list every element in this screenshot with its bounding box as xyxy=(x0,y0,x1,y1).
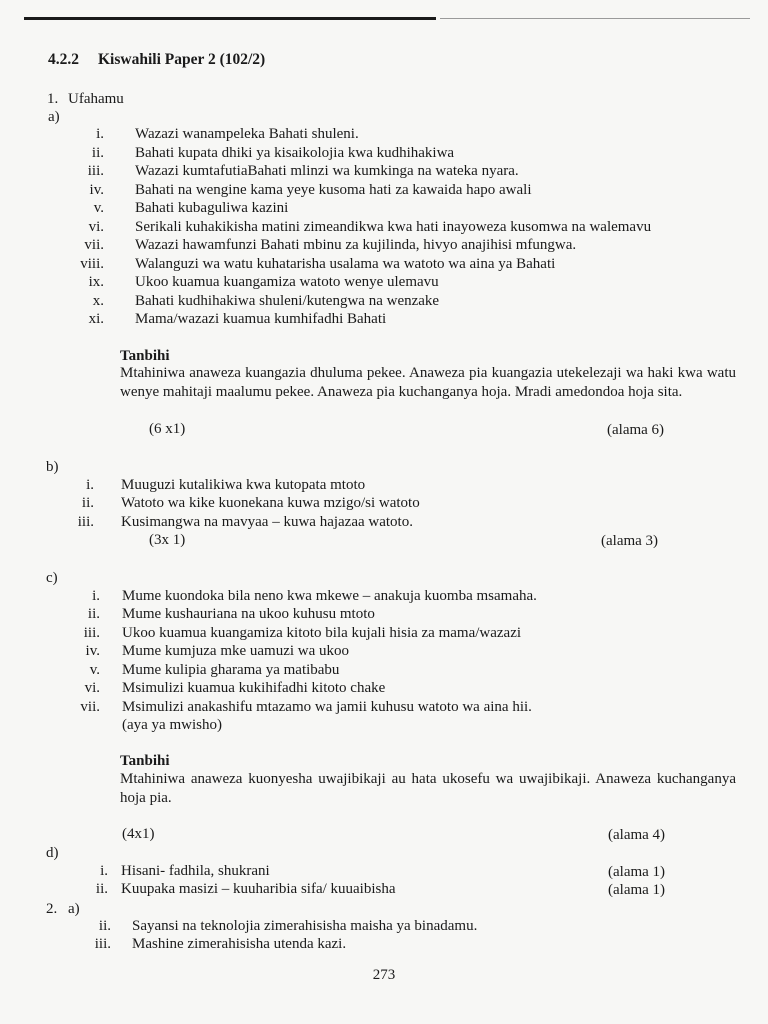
marks-total: (alama 3) xyxy=(601,533,659,549)
part-label-c: c) xyxy=(46,570,58,586)
list-item-number: ii. xyxy=(91,145,104,161)
list-item-number: vi. xyxy=(84,680,100,696)
list-item-number: iii. xyxy=(94,936,111,952)
part-label-a: a) xyxy=(48,109,60,125)
list-item: Watoto wa kike kuonekana kuwa mzigo/si watoto xyxy=(121,495,420,511)
list-item: Mume kumjuza mke uamuzi wa ukoo xyxy=(122,643,350,659)
list-item: Mume kuondoka bila neno kwa mkewe – anakuja kuomba msamaha. xyxy=(122,588,537,604)
list-item-number: i. xyxy=(86,477,94,493)
part-label-d: d) xyxy=(46,845,59,861)
section-number: 4.2.2 xyxy=(48,51,79,68)
list-item: Wazazi hawamfunzi Bahati mbinu za kujilinda, hivyo anajihisi mfungwa. xyxy=(135,237,577,253)
list-item-number: ii. xyxy=(95,881,108,897)
marks-total: (alama 4) xyxy=(608,827,666,843)
list-item-number: iv. xyxy=(85,643,100,659)
list-item: Kuupaka masizi – kuuharibia sifa/ kuuaibisha xyxy=(121,881,396,897)
marks-total: (alama 6) xyxy=(607,422,665,438)
list-item-number: iv. xyxy=(89,182,104,198)
list-item-number: iii. xyxy=(83,625,100,641)
list-item: Bahati kudhihakiwa shuleni/kutengwa na wenzake xyxy=(135,293,440,309)
list-item-number: i. xyxy=(92,588,100,604)
list-item-number: x. xyxy=(92,293,104,309)
part-label-a: a) xyxy=(68,901,80,917)
list-item-number: iii. xyxy=(87,163,104,179)
marks-calculation: (3x 1) xyxy=(149,532,186,548)
list-item: Walanguzi wa watu kuhatarisha usalama wa watoto wa aina ya Bahati xyxy=(135,256,556,272)
list-item-number: viii. xyxy=(80,256,104,272)
note-title: Tanbihi xyxy=(120,348,170,364)
list-item-number: ii. xyxy=(87,606,100,622)
list-item-number: vi. xyxy=(88,219,104,235)
note-text: Mtahiniwa anaweza kuangazia dhuluma pekee. Anaweza pia kuangazia utekelezaji wa haki kwa watu wenye mahitaji maalumu pekee. Anaweza pia kuchanganya hoja. Mradi amedondoa hoja sita. xyxy=(120,365,736,400)
list-item-number: ii. xyxy=(98,918,111,934)
list-item: Mashine zimerahisisha utenda kazi. xyxy=(132,936,347,952)
question-number: 2. xyxy=(46,901,58,917)
list-item-number: v. xyxy=(89,662,100,678)
section-title: Kiswahili Paper 2 (102/2) xyxy=(98,51,266,68)
list-item-number: vii. xyxy=(84,237,104,253)
marks-total: (alama 1) xyxy=(608,864,666,880)
question-title: Ufahamu xyxy=(68,91,124,107)
list-item-number: i. xyxy=(100,863,108,879)
list-item: Ukoo kuamua kuangamiza watoto wenye ulemavu xyxy=(135,274,439,290)
list-item: Mume kushauriana na ukoo kuhusu mtoto xyxy=(122,606,375,622)
list-item: Muuguzi kutalikiwa kwa kutopata mtoto xyxy=(121,477,366,493)
list-item-number: ix. xyxy=(88,274,104,290)
header-rule xyxy=(24,17,436,20)
header-rule-faint xyxy=(440,18,750,19)
list-item-number: iii. xyxy=(77,514,94,530)
marks-calculation: (6 x1) xyxy=(149,421,186,437)
list-item: Bahati kubaguliwa kazini xyxy=(135,200,289,216)
list-item: Bahati na wengine kama yeye kusoma hati za kawaida hapo awali xyxy=(135,182,532,198)
marks-calculation: (4x1) xyxy=(122,826,155,842)
list-item-number: xi. xyxy=(88,311,104,327)
list-item: Ukoo kuamua kuangamiza kitoto bila kujali hisia za mama/wazazi xyxy=(122,625,522,641)
list-item-number: ii. xyxy=(81,495,94,511)
list-item-number: i. xyxy=(96,126,104,142)
question-number: 1. xyxy=(47,91,59,107)
list-item-number: vii. xyxy=(80,699,100,715)
list-item-number: v. xyxy=(93,200,104,216)
list-item: Msimulizi kuamua kukihifadhi kitoto chake xyxy=(122,680,386,696)
list-item: Msimulizi anakashifu mtazamo wa jamii kuhusu watoto wa aina hii. xyxy=(122,699,532,715)
list-item: Wazazi wanampeleka Bahati shuleni. xyxy=(135,126,359,142)
list-item: Mume kulipia gharama ya matibabu xyxy=(122,662,340,678)
list-item: Mama/wazazi kuamua kumhifadhi Bahati xyxy=(135,311,387,327)
note-text: Mtahiniwa anaweza kuonyesha uwajibikaji au hata ukosefu wa uwajibikaji. Anaweza kuchanganya hoja pia. xyxy=(120,771,736,806)
list-item: Bahati kupata dhiki ya kisaikolojia kwa kudhihakiwa xyxy=(135,145,455,161)
source-note: (aya ya mwisho) xyxy=(122,717,222,733)
list-item: Sayansi na teknolojia zimerahisisha maisha ya binadamu. xyxy=(132,918,478,934)
part-label-b: b) xyxy=(46,459,59,475)
list-item: Kusimangwa na mavyaa – kuwa hajazaa watoto. xyxy=(121,514,413,530)
note-title: Tanbihi xyxy=(120,753,170,769)
list-item: Wazazi kumtafutiaBahati mlinzi wa kumkinga na wateka nyara. xyxy=(135,163,519,179)
list-item: Serikali kuhakikisha matini zimeandikwa kwa hati inayoweza kusomwa na walemavu xyxy=(135,219,652,235)
page-number: 273 xyxy=(372,967,396,983)
marks-total: (alama 1) xyxy=(608,882,666,898)
list-item: Hisani- fadhila, shukrani xyxy=(121,863,270,879)
